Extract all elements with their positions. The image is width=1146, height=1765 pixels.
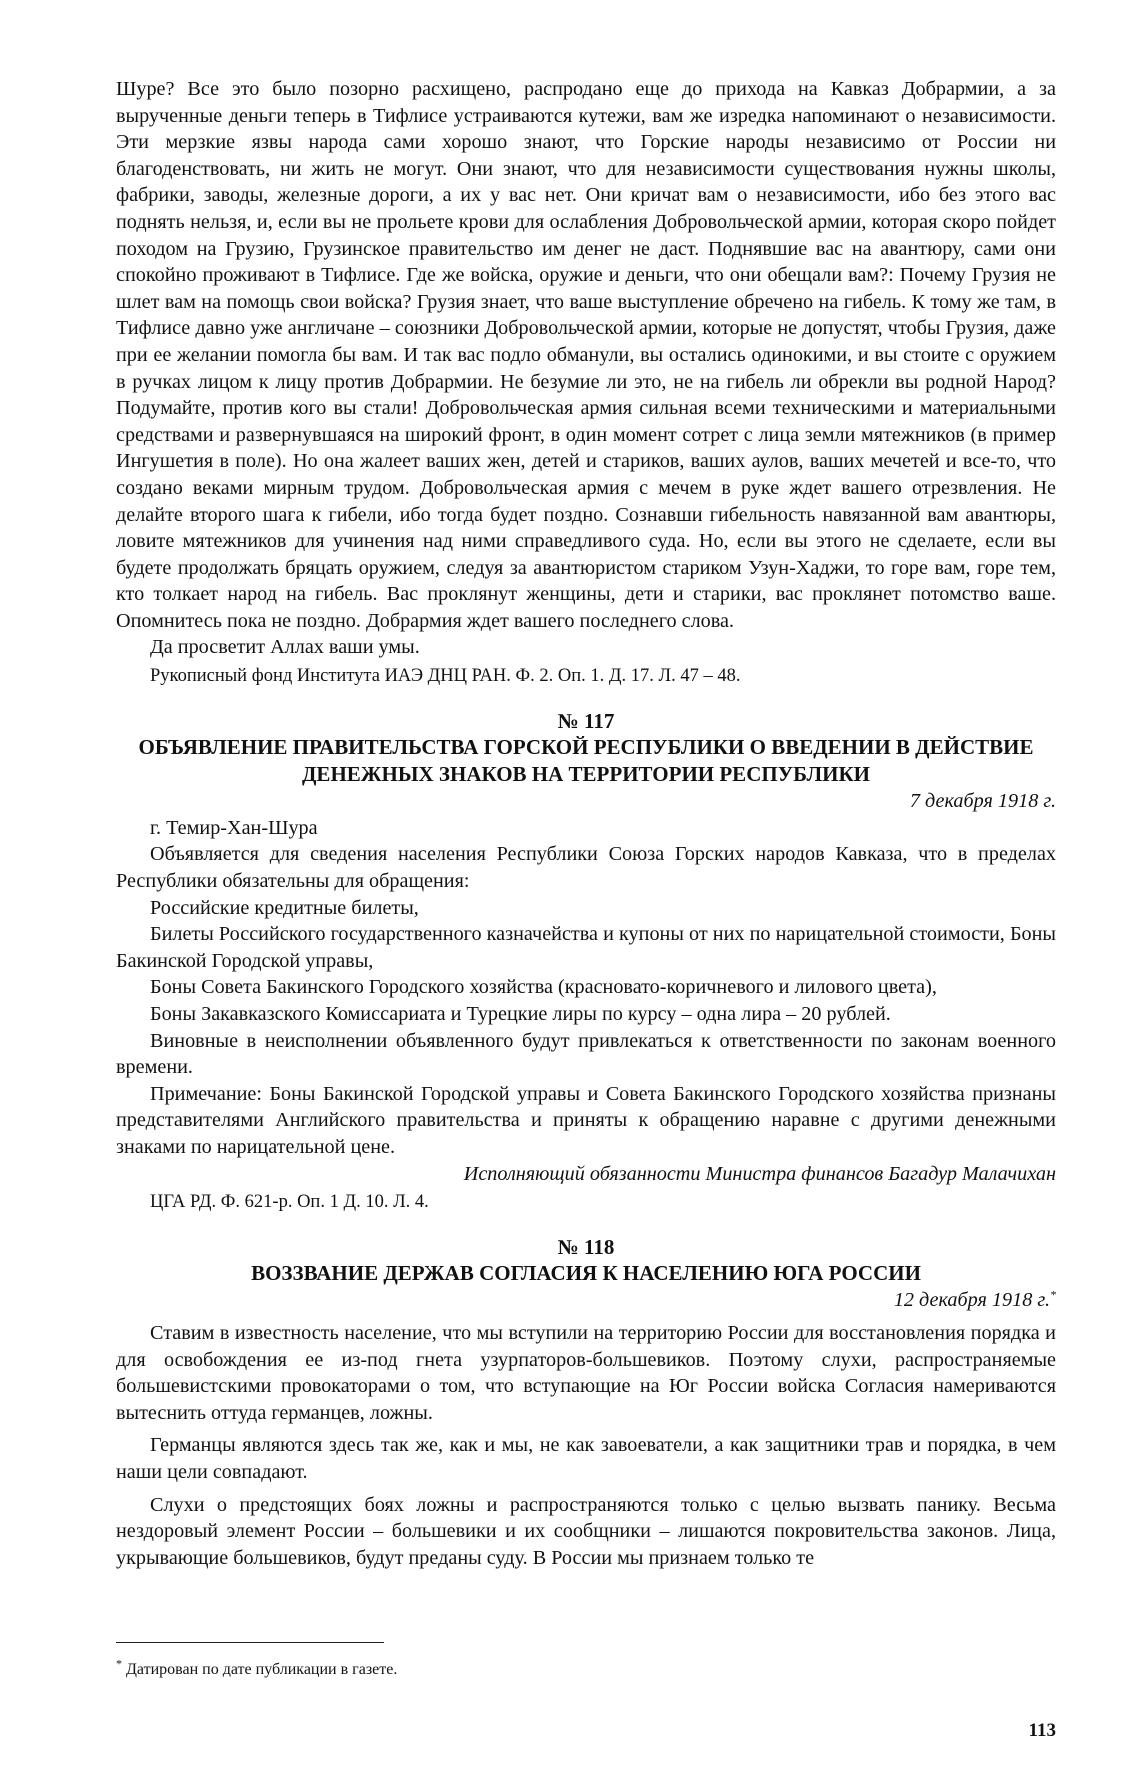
doc117-paragraph: Российские кредитные билеты, — [150, 896, 419, 919]
doc118-paragraph: Германцы являются здесь так же, как и мы, не как завоеватели, а как защитники трав и порядка, в чем наши цели совпадают. — [116, 1434, 1056, 1483]
document-number-117: № 117 — [557, 708, 615, 733]
doc117-paragraph: Билеты Российского государственного казначейства и купоны от них по нарицательной стоимости, Боны Бакинской Городской управы, — [116, 923, 1056, 972]
document-title-118: ВОЗЗВАНИЕ ДЕРЖАВ СОГЛАСИЯ К НАСЕЛЕНИЮ ЮГА РОССИИ — [251, 1261, 921, 1286]
document-number-118: № 118 — [557, 1234, 615, 1259]
archive-source-117: ЦГА РД. Ф. 621-р. Оп. 1 Д. 10. Л. 4. — [150, 1192, 429, 1213]
doc118-paragraph: Ставим в известность население, что мы вступили на территорию России для восстановления порядка и для освобождения ее из-под гнета узурпаторов-большевиков. Поэтому слухи, распространяемые большевистскими провокаторами о том, что вступающие на Юг России войска Согласия намериваются вытеснить оттуда германцев, ложны. — [116, 1321, 1056, 1424]
doc117-paragraph: Примечание: Боны Бакинской Городской управы и Совета Бакинского Городского хозяйства признаны представителями Английского правительства и приняты к обращению наравне с другими денежными знаками по нарицательной цене. — [116, 1082, 1056, 1158]
document-title-117: ОБЪЯВЛЕНИЕ ПРАВИТЕЛЬСТВА ГОРСКОЙ РЕСПУБЛИКИ О ВВЕДЕНИИ В ДЕЙСТВИЕ ДЕНЕЖНЫХ ЗНАКОВ НА ТЕРРИТОРИИ РЕСПУБЛИКИ — [138, 735, 1034, 787]
footnote — [116, 1656, 398, 1680]
closing-line: Да просветит Аллах ваши умы. — [150, 636, 420, 659]
page-number: 113 — [1028, 1720, 1056, 1741]
document-place-117: г. Темир-Хан-Шура — [150, 816, 318, 839]
doc117-paragraph: Объявляется для сведения населения Республики Союза Горских народов Кавказа, что в пределах Республики обязательны для обращения: — [116, 843, 1056, 893]
doc117-paragraph: Боны Закавказского Комиссариата и Турецкие лиры по курсу – одна лира – 20 рублей. — [150, 1003, 891, 1025]
footnote-text: Датирован по дате публикации в газете. — [126, 1661, 398, 1678]
document-date-117: 7 декабря 1918 г. — [909, 790, 1056, 813]
doc117-paragraph: Виновные в неисполнении объявленного будут привлекаться к ответственности по законам военного времени. — [116, 1029, 1056, 1079]
footnote-divider — [116, 1642, 384, 1643]
doc118-paragraph: Слухи о предстоящих боях ложны и распространяются только с целью вызвать панику. Весьма нездоровый элемент России – большевики и их сообщники – лишаются покровительства законов. Лица, укрывающие большевиков, будут преданы суду. В России мы признаем только те — [116, 1493, 1056, 1569]
continued-paragraph: Шуре? Все это было позорно расхищено, распродано еще до прихода на Кавказ Добрармии, а за вырученные деньги теперь в Тифлисе устраиваются кутежи, вам же изредка напоминают о независимости. Эти мерзкие язвы народа сами хорошо знают, что Горские народы независимо от России ни благоденствовать, ни жить не могут. Они знают, что для независимости существования нужны школы, фабрики, заводы, железные дороги, а их у вас нет. Они кричат вам о независимости, ибо без этого вас поднять нельзя, и, если вы не прольете крови для ослабления Добровольческой армии, которая скоро пойдет походом на Грузию, Грузинское правительство им денег не даст. Поднявшие вас на авантюру, сами они спокойно проживают в Тифлисе. Где же войска, оружие и деньги, что они обещали вам?: Почему Грузия не шлет вам на помощь свои войска? Грузия знает, что ваше выступление обречено на гибель. К тому же там, в Тифлисе давно уже англичане – союзники Добровольческой армии, которые не допустят, чтобы Грузия, даже при ее желании помогла бы вам. И так вас подло обманули, вы остались одинокими, и вы стоите с оружием в ручках лицом к лицу против Добрармии. Не безумие ли это, не на гибель ли обрекли вы родной Народ? Подумайте, против кого вы стали! Добровольческая армия сильная всеми техническими и материальными средствами и развернувшаяся на широкий фронт, в один момент сотрет с лица земли мятежников (в пример Ингушетия в поле). Но она жалеет ваших жен, детей и стариков, ваших аулов, ваших мечетей и все-то, что создано веками мирным трудом. Добровольческая армия с мечем в руке ждет вашего отрезвления. Не делайте второго шага к гибели, ибо тогда будет поздно. Сознавши гибельность навязанной вам авантюры, ловите мятежников для учинения над ними справедливого суда. Но, если вы этого не сделаете, если вы будете продолжать бряцать оружием, следуя за авантюристом стариком Узун-Хаджи, то горе вам, горе тем, кто толкает народ на гибель. Вас проклянут женщины, дети и старики, вас проклянет потомство ваше. Опомнитесь пока не поздно. Добрармия ждет вашего последнего слова. — [116, 78, 1056, 632]
document-signature-117: Исполняющий обязанности Министра финансов Багадур Малачихан — [463, 1162, 1056, 1185]
document-date-118 — [116, 1287, 1056, 1314]
date-text-118: 12 декабря 1918 г. — [893, 1289, 1050, 1312]
footnote-marker: * — [1050, 1287, 1056, 1302]
archive-source-116: Рукописный фонд Института ИАЭ ДНЦ РАН. Ф. 2. Оп. 1. Д. 17. Л. 47 – 48. — [150, 666, 741, 687]
footnote-mark: * — [116, 1656, 122, 1671]
doc117-paragraph: Боны Совета Бакинского Городского хозяйства (красновато-коричневого и лилового цвета), — [150, 976, 937, 999]
